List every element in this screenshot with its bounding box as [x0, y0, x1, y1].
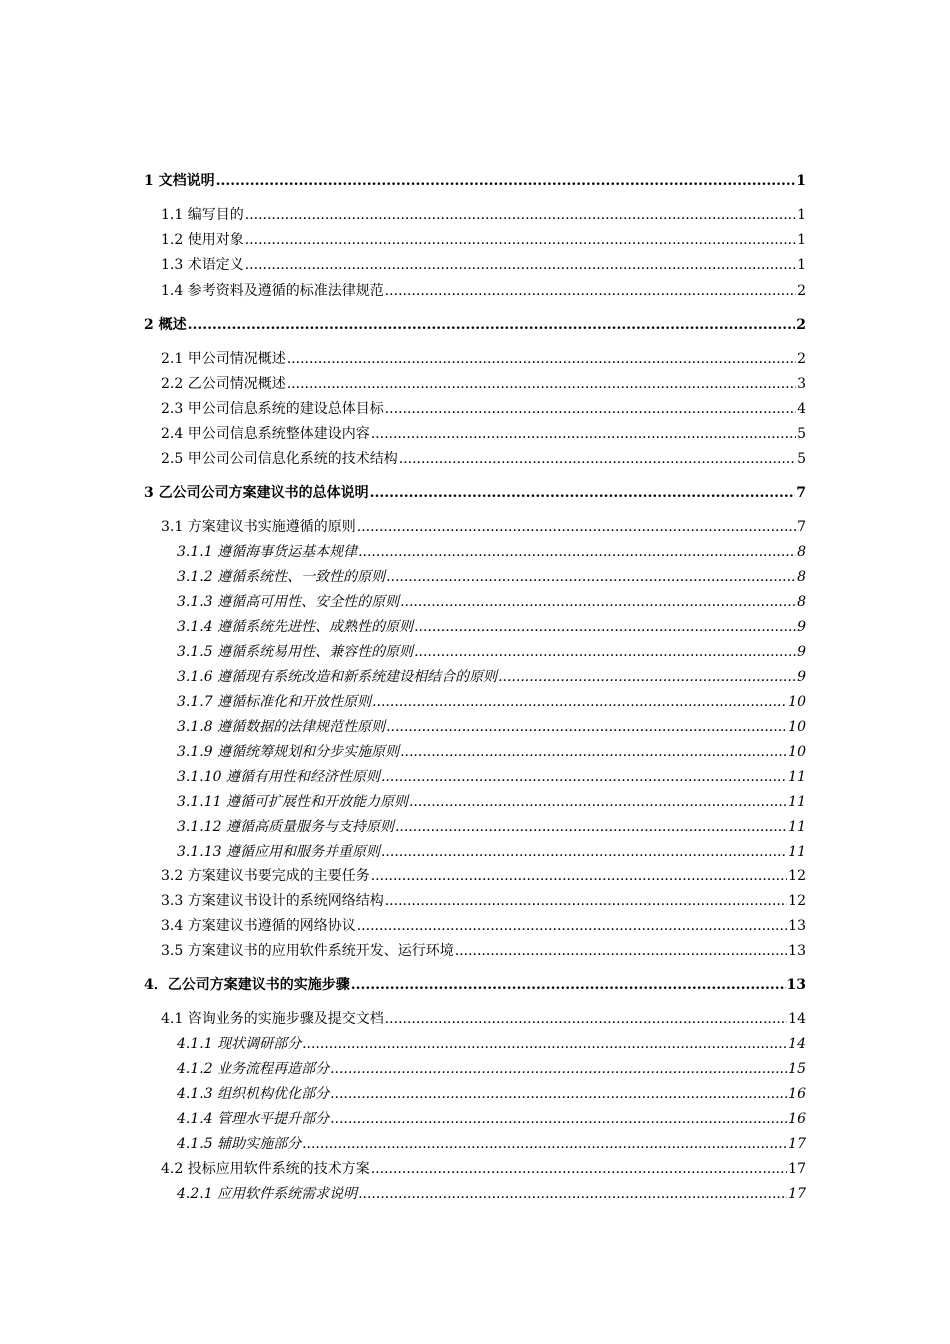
toc-entry[interactable] — [177, 616, 806, 638]
toc-leader-dots — [400, 741, 787, 763]
toc-entry-label: 3 乙公司公司方案建议书的总体说明 — [144, 485, 369, 501]
toc-entry[interactable] — [144, 974, 806, 996]
toc-leader-dots — [399, 448, 796, 470]
toc-leader-dots — [357, 915, 787, 937]
toc-entry[interactable] — [177, 841, 806, 863]
toc-entry-label: 3.1.10 遵循有用性和经济性原则 — [177, 769, 380, 785]
toc-entry-label: 3.1.11 遵循可扩展性和开放能力原则 — [177, 794, 408, 810]
toc-entry-label: 3.1.13 遵循应用和服务并重原则 — [177, 844, 380, 860]
toc-entry[interactable] — [161, 1008, 806, 1030]
toc-entry-label: 4．乙公司方案建议书的实施步骤 — [144, 977, 350, 993]
toc-entry-page-number: 10 — [788, 719, 806, 735]
toc-entry-label: 3.4 方案建议书遵循的网络协议 — [161, 918, 356, 934]
toc-leader-dots — [409, 791, 787, 813]
toc-entry[interactable] — [161, 398, 806, 420]
toc-leader-dots — [245, 204, 796, 226]
toc-entry-label: 1.2 使用对象 — [161, 232, 244, 248]
toc-entry-page-number: 13 — [788, 918, 806, 934]
toc-entry-page-number: 9 — [797, 669, 806, 685]
toc-leader-dots — [371, 865, 787, 887]
toc-leader-dots — [287, 373, 796, 395]
toc-entry-label: 3.1.12 遵循高质量服务与支持原则 — [177, 819, 394, 835]
toc-entry-page-number: 8 — [797, 544, 806, 560]
toc-entry-page-number: 11 — [788, 819, 806, 835]
toc-entry-label: 3.1.5 遵循系统易用性、兼容性的原则 — [177, 644, 414, 660]
toc-entry-page-number: 14 — [788, 1011, 806, 1027]
toc-leader-dots — [386, 716, 787, 738]
toc-leader-dots — [381, 841, 787, 863]
toc-leader-dots — [385, 398, 796, 420]
toc-entry-page-number: 16 — [788, 1086, 806, 1102]
toc-entry-page-number: 11 — [788, 844, 806, 860]
toc-entry-label: 4.2 投标应用软件系统的技术方案 — [161, 1161, 370, 1177]
toc-entry[interactable] — [161, 254, 806, 276]
toc-entry-label: 1 文档说明 — [144, 173, 215, 189]
toc-entry[interactable] — [161, 1158, 806, 1180]
toc-entry[interactable] — [177, 566, 806, 588]
toc-entry[interactable] — [177, 691, 806, 713]
toc-entry-page-number: 2 — [797, 283, 806, 299]
toc-entry-page-number: 17 — [788, 1136, 806, 1152]
toc-entry-page-number: 9 — [797, 619, 806, 635]
toc-entry-page-number: 15 — [788, 1061, 806, 1077]
toc-entry-page-number: 1 — [796, 173, 806, 189]
toc-entry-page-number: 10 — [788, 744, 806, 760]
toc-entry[interactable] — [177, 1108, 806, 1130]
toc-entry-page-number: 12 — [788, 868, 806, 884]
toc-leader-dots — [414, 641, 796, 663]
toc-leader-dots — [386, 566, 796, 588]
toc-entry[interactable] — [161, 280, 806, 302]
toc-entry-label: 4.2.1 应用软件系统需求说明 — [177, 1186, 358, 1202]
toc-entry[interactable] — [177, 641, 806, 663]
toc-leader-dots — [370, 482, 796, 504]
toc-entry-page-number: 13 — [786, 977, 806, 993]
toc-entry-label: 3.5 方案建议书的应用软件系统开发、运行环境 — [161, 943, 454, 959]
toc-leader-dots — [351, 974, 786, 996]
toc-entry-label: 3.1.9 遵循统筹规划和分步实施原则 — [177, 744, 400, 760]
toc-entry[interactable] — [161, 516, 806, 538]
toc-leader-dots — [372, 691, 787, 713]
toc-entry-page-number: 1 — [797, 207, 806, 223]
toc-entry[interactable] — [161, 204, 806, 226]
toc-entry[interactable] — [161, 448, 806, 470]
toc-entry[interactable] — [177, 541, 806, 563]
toc-entry-page-number: 14 — [788, 1036, 806, 1052]
toc-leader-dots — [455, 940, 787, 962]
toc-leader-dots — [414, 616, 796, 638]
toc-entry[interactable] — [177, 1033, 806, 1055]
toc-entry[interactable] — [177, 741, 806, 763]
toc-leader-dots — [302, 1133, 787, 1155]
toc-entry-label: 3.1.2 遵循系统性、一致性的原则 — [177, 569, 386, 585]
toc-leader-dots — [358, 1183, 787, 1205]
toc-leader-dots — [381, 766, 787, 788]
toc-entry-label: 4.1.4 管理水平提升部分 — [177, 1111, 330, 1127]
toc-leader-dots — [385, 280, 796, 302]
toc-entry[interactable] — [161, 348, 806, 370]
toc-entry[interactable] — [144, 170, 806, 192]
toc-entry-page-number: 2 — [796, 317, 806, 333]
toc-entry-label: 3.1.7 遵循标准化和开放性原则 — [177, 694, 372, 710]
toc-entry[interactable] — [177, 716, 806, 738]
toc-entry-label: 1.1 编写目的 — [161, 207, 244, 223]
toc-leader-dots — [395, 816, 787, 838]
toc-entry-page-number: 3 — [797, 376, 806, 392]
toc-entry[interactable] — [177, 766, 806, 788]
toc-entry-page-number: 5 — [797, 426, 806, 442]
toc-entry[interactable] — [144, 482, 806, 504]
toc-entry-page-number: 13 — [788, 943, 806, 959]
toc-entry-page-number: 1 — [797, 232, 806, 248]
toc-entry-label: 3.1.8 遵循数据的法律规范性原则 — [177, 719, 386, 735]
toc-entry[interactable] — [144, 314, 806, 336]
toc-entry-page-number: 11 — [788, 769, 806, 785]
toc-leader-dots — [358, 541, 796, 563]
toc-leader-dots — [188, 314, 796, 336]
toc-entry-label: 4.1.1 现状调研部分 — [177, 1036, 302, 1052]
toc-entry[interactable] — [161, 229, 806, 251]
toc-leader-dots — [287, 348, 796, 370]
toc-entry-page-number: 10 — [788, 694, 806, 710]
toc-entry-label: 3.1 方案建议书实施遵循的原则 — [161, 519, 356, 535]
toc-entry-page-number: 16 — [788, 1111, 806, 1127]
toc-entry[interactable] — [161, 865, 806, 887]
toc-entry-page-number: 11 — [788, 794, 806, 810]
toc-entry-page-number: 1 — [797, 257, 806, 273]
toc-entry-page-number: 5 — [797, 451, 806, 467]
toc-entry-label: 2.4 甲公司信息系统整体建设内容 — [161, 426, 370, 442]
toc-entry-label: 1.3 术语定义 — [161, 257, 244, 273]
toc-entry-label: 4.1.5 辅助实施部分 — [177, 1136, 302, 1152]
toc-entry[interactable] — [177, 1058, 806, 1080]
toc-entry-page-number: 17 — [788, 1186, 806, 1202]
toc-entry-label: 4.1 咨询业务的实施步骤及提交文档 — [161, 1011, 384, 1027]
toc-entry-page-number: 8 — [797, 594, 806, 610]
toc-entry-page-number: 4 — [797, 401, 806, 417]
toc-leader-dots — [498, 666, 796, 688]
toc-entry-label: 4.1.2 业务流程再造部分 — [177, 1061, 330, 1077]
toc-entry-label: 3.2 方案建议书要完成的主要任务 — [161, 868, 370, 884]
toc-entry-label: 2.2 乙公司情况概述 — [161, 376, 286, 392]
toc-entry-page-number: 7 — [796, 485, 806, 501]
toc-leader-dots — [302, 1033, 787, 1055]
toc-entry-label: 3.1.6 遵循现有系统改造和新系统建设相结合的原则 — [177, 669, 498, 685]
toc-leader-dots — [357, 516, 796, 538]
toc-entry-label: 2.3 甲公司信息系统的建设总体目标 — [161, 401, 384, 417]
toc-entry-page-number: 8 — [797, 569, 806, 585]
toc-entry[interactable] — [177, 1083, 806, 1105]
toc-leader-dots — [385, 1008, 787, 1030]
toc-entry-label: 4.1.3 组织机构优化部分 — [177, 1086, 330, 1102]
toc-entry-page-number: 2 — [797, 351, 806, 367]
toc-entry-label: 1.4 参考资料及遵循的标准法律规范 — [161, 283, 384, 299]
toc-entry[interactable] — [177, 666, 806, 688]
toc-entry[interactable] — [177, 1183, 806, 1205]
toc-entry[interactable] — [177, 791, 806, 813]
toc-entry-label: 2.1 甲公司情况概述 — [161, 351, 286, 367]
toc-leader-dots — [371, 423, 796, 445]
toc-entry-page-number: 9 — [797, 644, 806, 660]
toc-entry-label: 2.5 甲公司公司信息化系统的技术结构 — [161, 451, 398, 467]
toc-entry-label: 3.3 方案建议书设计的系统网络结构 — [161, 893, 384, 909]
toc-entry-label: 3.1.1 遵循海事货运基本规律 — [177, 544, 358, 560]
toc-entry[interactable] — [161, 940, 806, 962]
toc-entry-page-number: 12 — [788, 893, 806, 909]
toc-entry[interactable] — [161, 915, 806, 937]
toc-entry-label: 3.1.3 遵循高可用性、安全性的原则 — [177, 594, 400, 610]
toc-entry-label: 2 概述 — [144, 317, 187, 333]
toc-entry[interactable] — [177, 591, 806, 613]
toc-entry[interactable] — [161, 373, 806, 395]
toc-entry[interactable] — [177, 816, 806, 838]
toc-leader-dots — [385, 890, 787, 912]
toc-leader-dots — [400, 591, 796, 613]
toc-entry[interactable] — [177, 1133, 806, 1155]
toc-leader-dots — [330, 1108, 787, 1130]
toc-leader-dots — [216, 170, 796, 192]
toc-entry[interactable] — [161, 423, 806, 445]
toc-leader-dots — [245, 229, 796, 251]
toc-leader-dots — [245, 254, 796, 276]
toc-leader-dots — [330, 1058, 787, 1080]
toc-entry-page-number: 17 — [788, 1161, 806, 1177]
toc-entry-page-number: 7 — [797, 519, 806, 535]
toc-entry[interactable] — [161, 890, 806, 912]
toc-leader-dots — [371, 1158, 787, 1180]
toc-entry-label: 3.1.4 遵循系统先进性、成熟性的原则 — [177, 619, 414, 635]
toc-leader-dots — [330, 1083, 787, 1105]
